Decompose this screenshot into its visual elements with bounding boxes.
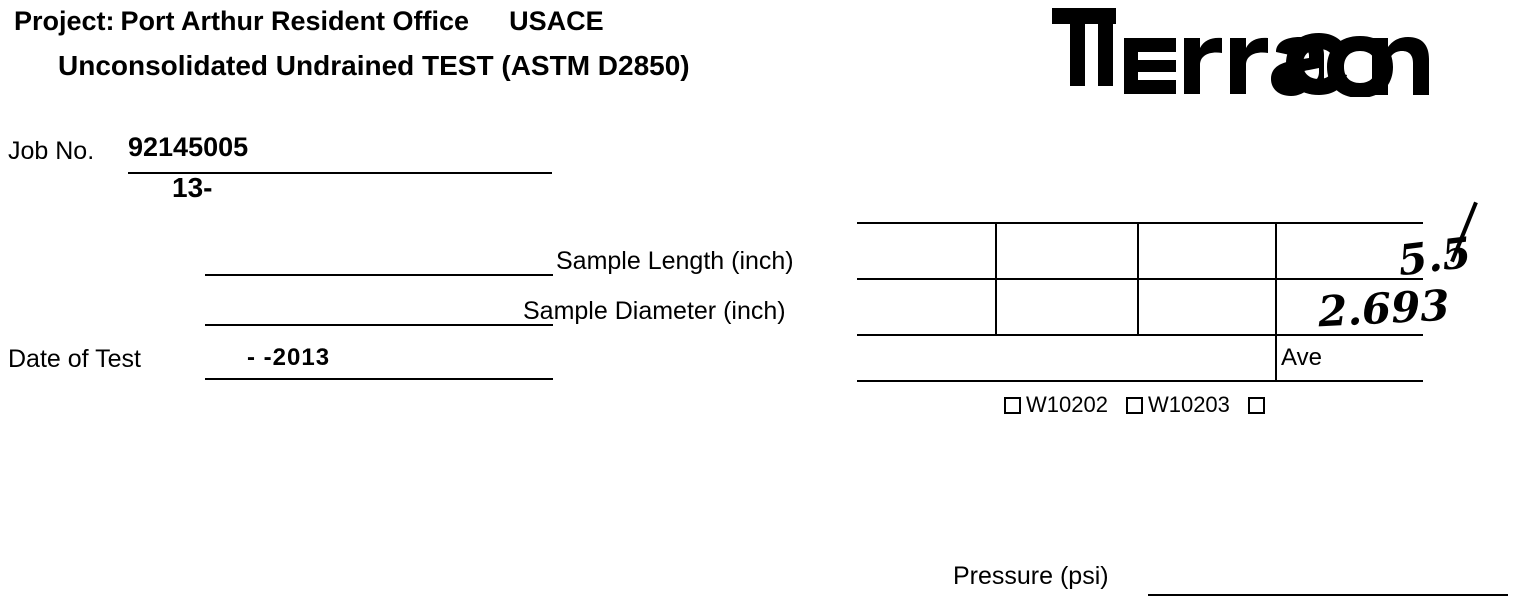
sample-length-label: Sample Length (inch) — [556, 247, 794, 275]
blank-rule-lower — [205, 324, 553, 326]
table-col-divider-1 — [995, 222, 997, 334]
pressure-rule — [1148, 594, 1508, 596]
project-name: Port Arthur Resident Office — [120, 6, 470, 36]
table-line-top — [857, 222, 1423, 224]
test-title: Unconsolidated Undrained TEST (ASTM D2850) — [58, 50, 690, 81]
project-label: Project: — [14, 6, 115, 36]
agency-name: USACE — [509, 6, 604, 36]
blank-rule-upper — [205, 274, 553, 276]
job-year-fragment: 13- — [172, 172, 213, 203]
checkbox-blank[interactable] — [1248, 397, 1265, 414]
sample-id-checkbox-row — [1004, 392, 1288, 418]
sample-diameter-label: Sample Diameter (inch) — [523, 297, 786, 325]
terracon-logo — [1050, 2, 1430, 97]
job-number-label: Job No. — [8, 137, 95, 165]
table-line-mid — [857, 278, 1423, 280]
checkbox-w10203-label: W10203 — [1147, 392, 1230, 417]
handwritten-sample-diameter: 2.693 — [1316, 280, 1451, 337]
table-ave-divider — [1275, 334, 1277, 382]
project-line — [14, 6, 604, 37]
handwritten-sample-length: 5.5 — [1395, 227, 1474, 286]
table-line-bottom — [857, 380, 1423, 382]
job-number-value: 92145005 — [128, 132, 249, 162]
date-of-test-label: Date of Test — [8, 345, 141, 373]
checkbox-w10202[interactable] — [1004, 397, 1021, 414]
date-of-test-rule — [205, 378, 553, 380]
average-column-label: Ave — [1281, 344, 1322, 371]
checkbox-w10203[interactable] — [1126, 397, 1143, 414]
table-col-divider-3 — [1275, 222, 1277, 334]
date-of-test-value: - -2013 — [247, 344, 331, 371]
table-col-divider-2 — [1137, 222, 1139, 334]
checkbox-w10202-label: W10202 — [1026, 392, 1108, 417]
pressure-label: Pressure (psi) — [953, 562, 1109, 590]
